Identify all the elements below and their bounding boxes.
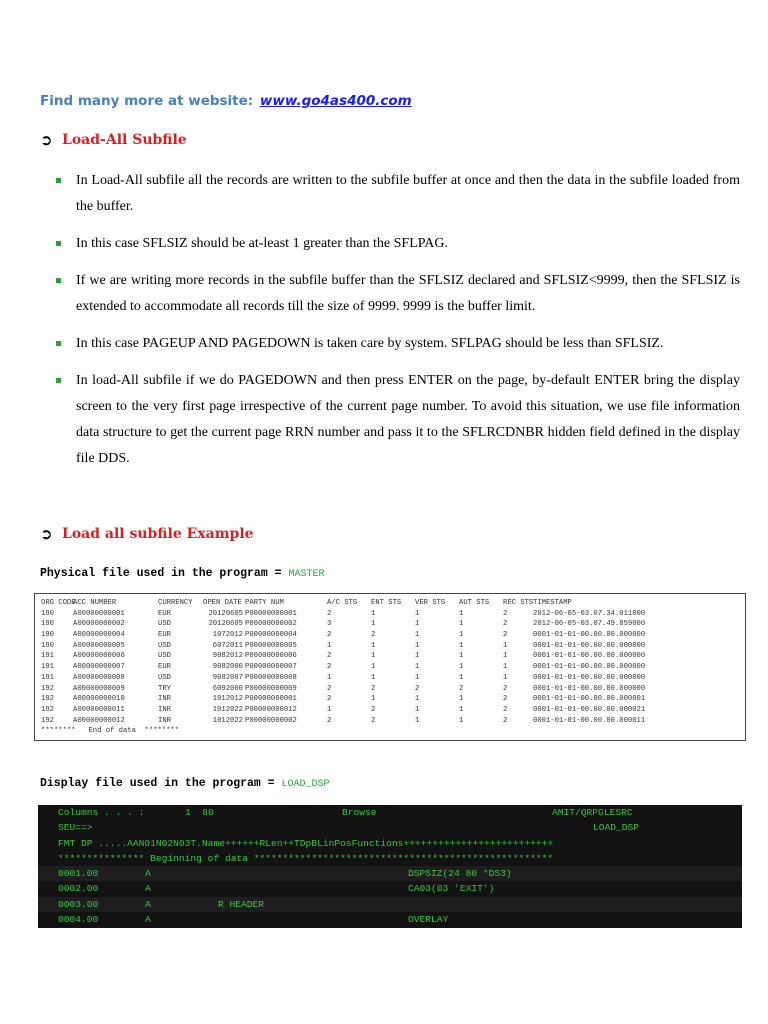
table-cell: INR [158,716,171,725]
table-row [41,694,739,705]
table-cell: 2 [415,684,420,693]
bullet-list [56,168,740,483]
physical-file-table [34,593,746,741]
table-cell: 2 [503,631,508,640]
source-func: OVERLAY [408,914,449,926]
table-cell: 2 [327,695,332,704]
list-item: In this case SFLSIZ should be at-least 1 greater than the SFLPAG. [56,231,740,257]
table-row [41,673,739,684]
table-cell: P00000000004 [245,631,297,640]
table-cell: 2 [503,705,508,714]
section-heading-load-all [40,131,187,149]
table-cell: 191 [41,652,54,661]
table-cell: 0001-01-01-00.00.00.000000 [533,641,646,650]
table-cell: 0001-01-01-00.00.00.000000 [533,652,646,661]
table-cell: P00000000002 [245,620,297,629]
section-title: Load all subfile Example [62,526,254,542]
table-cell: 1 [459,652,464,661]
table-cell: 190 [41,641,54,650]
table-cell: 1 [415,652,420,661]
table-cell: 1 [327,673,332,682]
table-cell: 2 [459,684,464,693]
table-cell: 192 [41,684,54,693]
list-item: In Load-All subfile all the records are written to the subfile buffer at once and then the data in the subfile loaded from the buffer. [56,168,740,220]
table-cell: 2012-06-05-03.07.49.859000 [533,620,646,629]
physical-file-label: Physical file used in the program = MASTER [40,567,325,580]
table-cell: 1 [503,652,508,661]
table-cell: A00000000001 [73,609,125,618]
table-cell: 1012012 [212,695,243,704]
source-spec: A [145,914,151,926]
table-cell: 6072011 [212,641,243,650]
table-cell: 1 [371,663,376,672]
display-file-name: LOAD_DSP [281,779,330,790]
table-cell: 1 [415,673,420,682]
table-cell: EUR [158,609,171,618]
square-bullet-icon [56,241,61,246]
table-cell: 2 [327,631,332,640]
table-cell: 1 [459,705,464,714]
table-cell: 2 [371,684,376,693]
source-seq: 0002.00 [58,883,99,895]
table-cell: 1 [371,673,376,682]
website-colon: : [247,93,254,109]
table-cell: 1 [459,716,464,725]
table-cell: TRY [158,684,171,693]
table-cell: A00000000008 [73,673,125,682]
table-cell: A00000000006 [73,652,125,661]
table-cell: A00000000005 [73,641,125,650]
table-row [41,609,739,620]
table-cell: A00000000010 [73,695,125,704]
table-cell: 6092000 [212,684,243,693]
table-cell: EUR [158,631,171,640]
table-cell: USD [158,641,171,650]
table-cell: P00000000002 [245,716,297,725]
source-line[interactable] [38,897,742,912]
terminal-format-line: FMT DP .....AAN01N02N03T.Name++++++RLen++TDpBLinPosFunctions++++++++++++++++++++++++++ [58,837,554,849]
table-body [41,609,739,727]
source-spec: A [145,883,151,895]
square-bullet-icon [56,178,61,183]
table-cell: P00000000008 [245,673,297,682]
table-cell: 2 [327,663,332,672]
table-cell: 2 [503,695,508,704]
table-cell: 191 [41,673,54,682]
source-seq: 0001.00 [58,868,99,880]
table-row [41,705,739,716]
table-row [41,716,739,727]
table-row [41,630,739,641]
table-cell: 2012-06-05-03.07.34.011000 [533,609,646,618]
terminal-screen [38,805,742,928]
table-cell: EUR [158,663,171,672]
table-row [41,619,739,630]
table-cell: 190 [41,609,54,618]
table-cell: 1 [415,641,420,650]
list-item: If we are writing more records in the subfile buffer than the SFLSIZ declared and SFLSIZ<9999, then the SFLSIZ is extended to accommodate all records till the size of 9999. 9999 is the buffer limit. [56,268,740,320]
table-cell: 2 [503,684,508,693]
table-cell: 192 [41,705,54,714]
table-cell: 192 [41,695,54,704]
source-func: CA03(03 'EXIT') [408,883,495,895]
table-cell: A00000000011 [73,705,125,714]
table-cell: 1 [415,695,420,704]
table-cell: 1 [459,631,464,640]
source-spec: A [145,898,151,910]
table-cell: 0001-01-01-00.00.00.000000 [533,663,646,672]
table-cell: 20120605 [208,620,243,629]
table-cell: A00000000004 [73,631,125,640]
table-cell: 2 [371,705,376,714]
source-seq: 0003.00 [58,898,99,910]
source-seq: 0004.00 [58,914,99,926]
arrow-bullet-icon: ➲ [40,131,53,149]
table-cell: 1012022 [212,705,243,714]
source-line[interactable] [58,881,742,896]
list-item: In this case PAGEUP AND PAGEDOWN is taken care by system. SFLPAG should be less than SFLSIZ. [56,331,740,357]
terminal-header-line: Columns . . . : 1 80 Browse AMIT/QRPGLESRC [58,807,633,818]
table-cell: P00000000001 [245,609,297,618]
end-of-data-marker: ******** End of data ******** [41,727,180,736]
source-name: R HEADER [218,898,265,910]
table-cell: 1 [503,663,508,672]
table-cell: 1 [415,663,420,672]
terminal-seu-line[interactable]: SEU==> LOAD_DSP [58,822,640,834]
table-cell: A00000000007 [73,663,125,672]
arrow-bullet-icon: ➲ [40,525,53,543]
table-cell: 190 [41,620,54,629]
table-cell: 2 [327,609,332,618]
source-spec: A [145,868,151,880]
display-file-label: Display file used in the program = LOAD_DSP [40,777,330,790]
table-cell: 1 [459,609,464,618]
table-cell: P00000000005 [245,641,297,650]
table-cell: 1012022 [212,716,243,725]
table-cell: 1 [503,673,508,682]
website-prefix: Find many more at website [40,93,248,109]
source-line[interactable] [58,912,742,927]
table-cell: 1 [503,641,508,650]
table-row [41,651,739,662]
table-cell: 1 [371,641,376,650]
table-cell: 3 [327,620,332,629]
table-cell: 2 [503,609,508,618]
table-cell: 190 [41,631,54,640]
table-cell: P00000000009 [245,684,297,693]
square-bullet-icon [56,341,61,346]
website-line [40,93,412,109]
table-cell: 9082007 [212,673,243,682]
table-cell: 1 [415,620,420,629]
table-cell: 9082000 [212,663,243,672]
table-cell: 192 [41,716,54,725]
table-cell: 1 [327,641,332,650]
list-item: In load-All subfile if we do PAGEDOWN and then press ENTER on the page, by-default ENTER bring the display screen to the very first page irrespective of the current page number. To avoid this situation, we use file information data structure to get the current page RRN number and pass it to the SFLRCDNBR hidden field defined in the display file DDS. [56,368,740,472]
table-cell: 0001-01-01-00.00.00.000000 [533,673,646,682]
table-cell: 2 [371,716,376,725]
table-cell: USD [158,673,171,682]
table-cell: 2 [503,620,508,629]
table-cell: 0001-01-01-00.00.00.000000 [533,684,646,693]
table-cell: 2 [371,631,376,640]
table-row [41,641,739,652]
section-heading-example [40,525,254,543]
table-cell: 0001-01-01-00.00.00.000001 [533,695,646,704]
table-cell: 9082012 [212,652,243,661]
table-cell: 20120605 [208,609,243,618]
table-cell: 191 [41,663,54,672]
table-cell: 1 [371,652,376,661]
table-row [41,662,739,673]
table-cell: P00000000006 [245,652,297,661]
table-cell: 1 [371,620,376,629]
table-cell: INR [158,695,171,704]
table-cell: USD [158,652,171,661]
source-line[interactable] [38,866,742,881]
square-bullet-icon [56,378,61,383]
table-cell: 1 [459,695,464,704]
table-cell: 0001-01-01-00.00.00.000011 [533,716,646,725]
table-cell: 1 [415,716,420,725]
section-title: Load-All Subfile [62,132,187,148]
website-link[interactable]: www.go4as400.com [259,93,412,109]
table-cell: 2 [327,684,332,693]
table-cell: A00000000009 [73,684,125,693]
table-cell: USD [158,620,171,629]
square-bullet-icon [56,278,61,283]
source-func: DSPSIZ(24 80 *DS3) [408,868,512,880]
table-cell: 1 [371,609,376,618]
table-cell: 1 [415,609,420,618]
table-cell: A00000000002 [73,620,125,629]
table-cell: 1 [415,705,420,714]
table-cell: 1 [459,663,464,672]
table-cell: 1 [371,695,376,704]
table-cell: INR [158,705,171,714]
table-cell: 1 [415,631,420,640]
table-cell: P00000000012 [245,705,297,714]
table-cell: 1 [459,641,464,650]
terminal-begin-line: *************** Beginning of data **************************************************** [58,852,554,864]
table-cell: 2 [327,716,332,725]
table-cell: P00000000001 [245,695,297,704]
table-cell: 1 [459,620,464,629]
physical-file-name: MASTER [288,569,325,580]
table-header-row: ORG CODE ACC NUMBER CURRENCY OPEN DATE PARTY NUM A/C STS ENT STS VER STS AUT STS REC STS TIMESTAMP [41,599,572,607]
table-cell: 2 [503,716,508,725]
table-cell: 0001-01-01-00.00.00.000000 [533,631,646,640]
terminal-source-lines [58,866,742,927]
table-cell: 1 [459,673,464,682]
table-cell: 0001-01-01-00.00.00.000021 [533,705,646,714]
table-cell: P00000000007 [245,663,297,672]
table-cell: 2 [327,652,332,661]
table-row [41,684,739,695]
table-cell: A00000000012 [73,716,125,725]
table-cell: 1072012 [212,631,243,640]
table-cell: 1 [327,705,332,714]
